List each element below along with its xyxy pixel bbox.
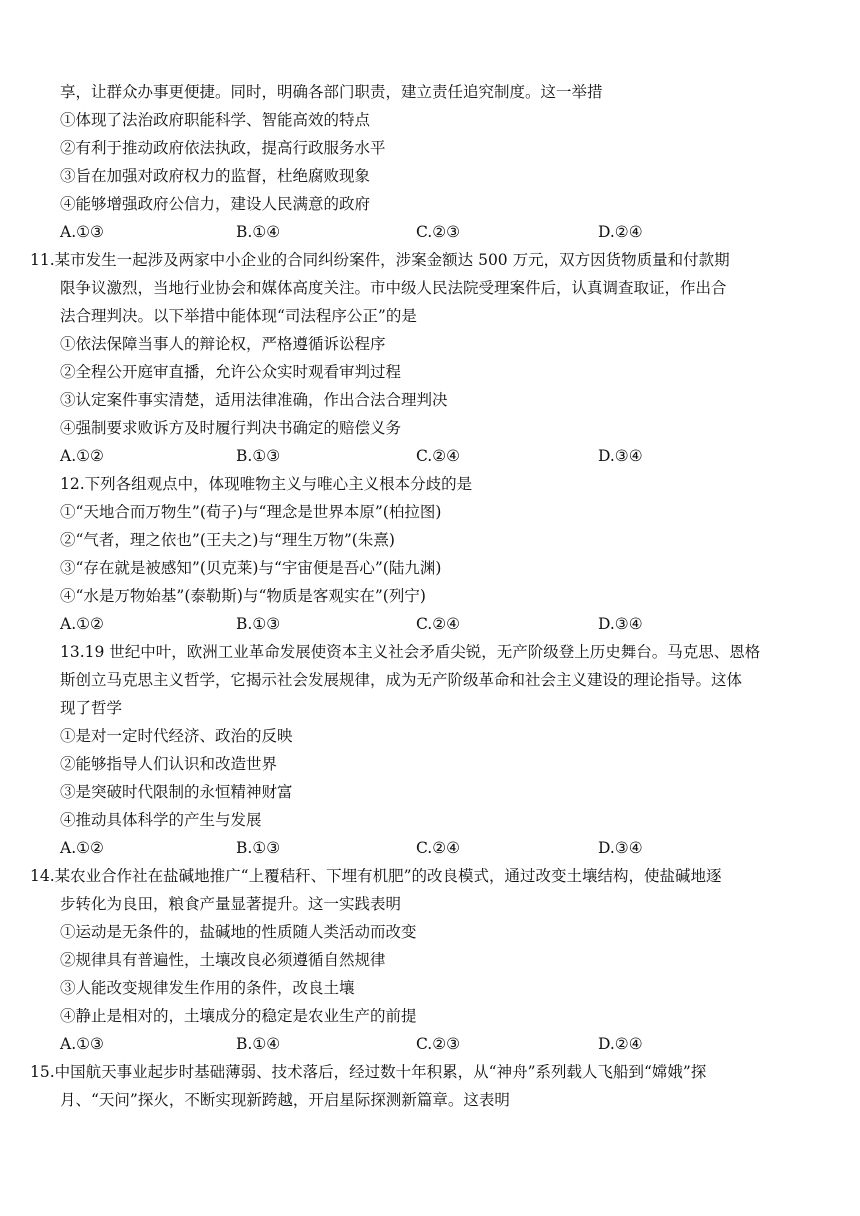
question-12-option-a[interactable]: A.①②	[60, 615, 104, 633]
question-11-item-1: ①依法保障当事人的辩论权，严格遵循诉讼程序	[60, 335, 386, 353]
question-12-option-c[interactable]: C.②④	[416, 615, 461, 633]
question-14-stem-line-1: 14.某农业合作社在盐碱地推广“上覆秸秆、下埋有机肥”的改良模式，通过改变土壤结构，使盐碱地逐	[30, 867, 722, 885]
question-11-option-b[interactable]: B.①③	[236, 447, 281, 465]
question-12-item-4: ④“水是万物始基”(泰勒斯)与“物质是客观实在”(列宁)	[60, 587, 426, 605]
question-11-option-a[interactable]: A.①②	[60, 447, 104, 465]
question-11-item-2: ②全程公开庭审直播，允许公众实时观看审判过程	[60, 363, 402, 381]
question-14-stem-line-2: 步转化为良田，粮食产量显著提升。这一实践表明	[60, 895, 402, 913]
question-11-stem-line-3: 法合理判决。以下举措中能体现“司法程序公正”的是	[60, 307, 417, 325]
question-11-item-4: ④强制要求败诉方及时履行判决书确定的赔偿义务	[60, 419, 402, 437]
question-11-item-3: ③认定案件事实清楚，适用法律准确，作出合法合理判决	[60, 391, 448, 409]
question-10-option-c[interactable]: C.②③	[416, 223, 461, 241]
question-13-stem-line-3: 现了哲学	[60, 699, 123, 717]
question-14-item-2: ②规律具有普遍性，土壤改良必须遵循自然规律	[60, 951, 386, 969]
question-12-item-2: ②“气者，理之依也”(王夫之)与“理生万物”(朱熹)	[60, 531, 395, 549]
question-13-option-c[interactable]: C.②④	[416, 839, 461, 857]
question-13-options	[0, 834, 860, 862]
question-10-options	[0, 218, 860, 246]
question-12-option-d[interactable]: D.③④	[598, 615, 643, 633]
question-12-stem-line-1: 12.下列各组观点中，体现唯物主义与唯心主义根本分歧的是	[60, 475, 473, 493]
question-11-option-c[interactable]: C.②④	[416, 447, 461, 465]
question-13-item-1: ①是对一定时代经济、政治的反映	[60, 727, 293, 745]
question-13-option-b[interactable]: B.①③	[236, 839, 281, 857]
question-13-option-a[interactable]: A.①②	[60, 839, 104, 857]
question-15	[0, 1058, 860, 1114]
question-10-item-3: ③旨在加强对政府权力的监督，杜绝腐败现象	[60, 167, 371, 185]
question-15-stem-line-2: 月、“天问”探火，不断实现新跨越，开启星际探测新篇章。这表明	[60, 1091, 510, 1109]
question-12-option-b[interactable]: B.①③	[236, 615, 281, 633]
question-12-item-3: ③“存在就是被感知”(贝克莱)与“宇宙便是吾心”(陆九渊)	[60, 559, 442, 577]
question-10-option-b[interactable]: B.①④	[236, 223, 281, 241]
question-14-options	[0, 1030, 860, 1058]
question-10-item-1: ①体现了法治政府职能科学、智能高效的特点	[60, 111, 371, 129]
question-11-stem-line-1: 11.某市发生一起涉及两家中小企业的合同纠纷案件，涉案金额达 500 万元，双方因货物质量和付款期	[30, 251, 730, 269]
question-12-item-1: ①“天地合而万物生”(荀子)与“理念是世界本原”(柏拉图)	[60, 503, 442, 521]
question-10-item-4: ④能够增强政府公信力，建设人民满意的政府	[60, 195, 371, 213]
question-14-item-3: ③人能改变规律发生作用的条件，改良土壤	[60, 979, 355, 997]
question-12-options	[0, 610, 860, 638]
question-14-option-c[interactable]: C.②③	[416, 1035, 461, 1053]
question-13-stem-line-1: 13.19 世纪中叶，欧洲工业革命发展使资本主义社会矛盾尖锐，无产阶级登上历史舞台。马克思、恩格	[60, 643, 761, 661]
question-13	[0, 638, 860, 862]
question-13-stem-line-2: 斯创立马克思主义哲学，它揭示社会发展规律，成为无产阶级革命和社会主义建设的理论指导。这体	[60, 671, 743, 689]
question-15-stem-line-1: 15.中国航天事业起步时基础薄弱、技术落后，经过数十年积累，从“神舟”系列载人飞船到“嫦娥”探	[30, 1063, 707, 1081]
question-14-option-b[interactable]: B.①④	[236, 1035, 281, 1053]
question-14-option-a[interactable]: A.①③	[60, 1035, 104, 1053]
question-11-options	[0, 442, 860, 470]
question-11	[0, 246, 860, 470]
question-13-item-3: ③是突破时代限制的永恒精神财富	[60, 783, 293, 801]
question-10	[0, 78, 860, 246]
question-10-option-d[interactable]: D.②④	[598, 223, 643, 241]
question-10-option-a[interactable]: A.①③	[60, 223, 104, 241]
question-13-item-2: ②能够指导人们认识和改造世界	[60, 755, 278, 773]
question-12	[0, 470, 860, 638]
question-11-stem-line-2: 限争议激烈，当地行业协会和媒体高度关注。市中级人民法院受理案件后，认真调查取证，作出合	[60, 279, 727, 297]
question-13-item-4: ④推动具体科学的产生与发展	[60, 811, 262, 829]
question-14	[0, 862, 860, 1058]
question-10-item-2: ②有利于推动政府依法执政，提高行政服务水平	[60, 139, 386, 157]
question-11-option-d[interactable]: D.③④	[598, 447, 643, 465]
question-14-option-d[interactable]: D.②④	[598, 1035, 643, 1053]
question-13-option-d[interactable]: D.③④	[598, 839, 643, 857]
exam-page	[0, 78, 860, 1114]
question-10-stem-line: 享，让群众办事更便捷。同时，明确各部门职责，建立责任追究制度。这一举措	[60, 83, 603, 101]
question-14-item-1: ①运动是无条件的，盐碱地的性质随人类活动而改变	[60, 923, 417, 941]
question-14-item-4: ④静止是相对的，土壤成分的稳定是农业生产的前提	[60, 1007, 417, 1025]
